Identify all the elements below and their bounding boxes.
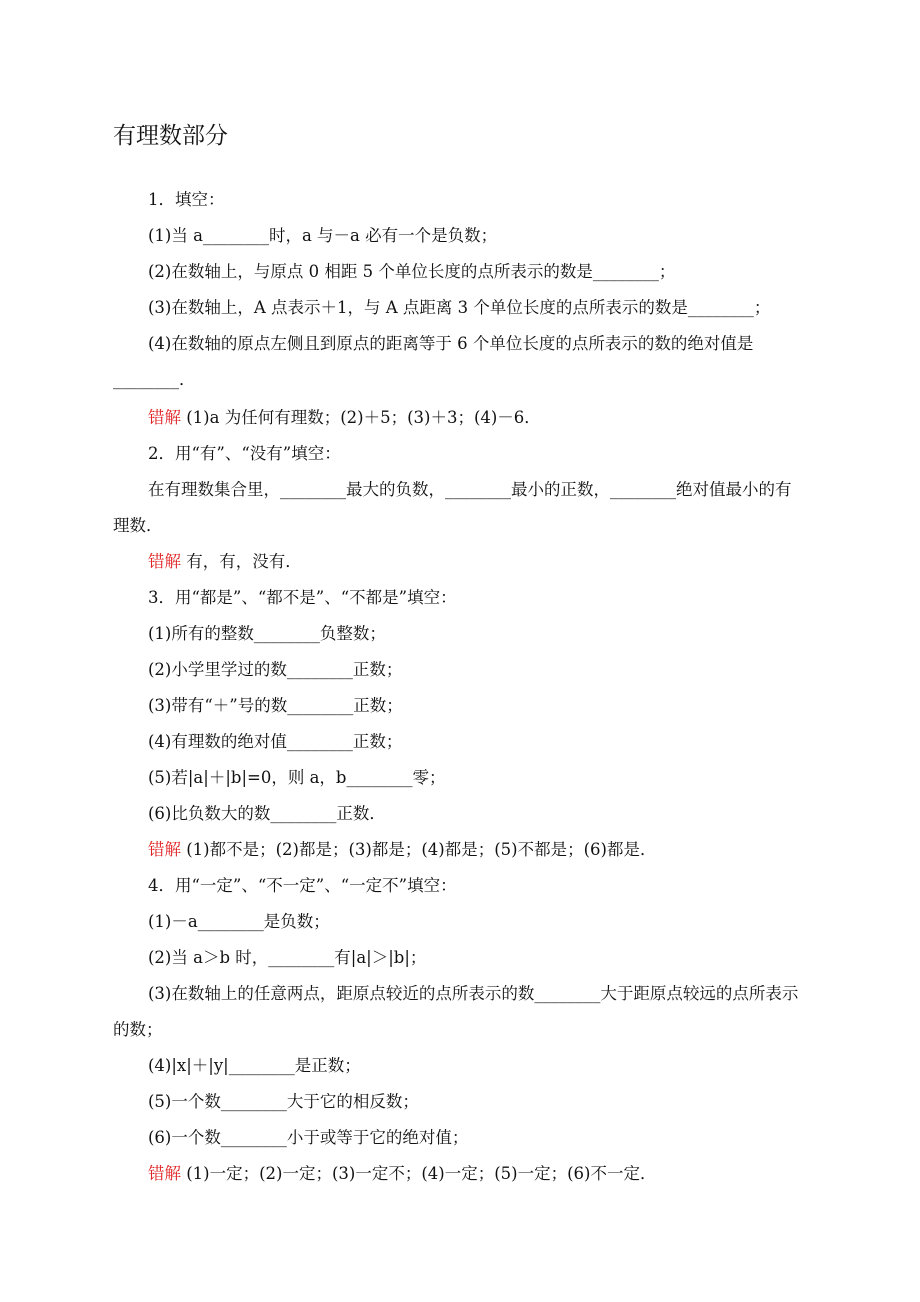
question-1-item-3: (3)在数轴上，A 点表示＋1，与 A 点距离 3 个单位长度的点所表示的数是________； — [148, 298, 771, 317]
question-4-item-3: (3)在数轴上的任意两点，距原点较近的点所表示的数________大于距原点较远的点所表示 — [148, 984, 799, 1003]
wrong-answer-label: 错解 — [148, 408, 181, 427]
wrong-answer-label: 错解 — [148, 1164, 181, 1183]
question-4-item-4: (4)|x|＋|y|________是正数； — [148, 1056, 361, 1075]
question-4-heading: 4．用“一定”、“不一定”、“一定不”填空： — [148, 876, 457, 895]
question-1-item-1: (1)当 a________时，a 与－a 必有一个是负数； — [148, 226, 498, 245]
answer-text: (1)都不是；(2)都是；(3)都是；(4)都是；(5)不都是；(6)都是． — [181, 840, 657, 859]
question-4-answer — [148, 1162, 656, 1186]
question-3-heading: 3．用“都是”、“都不是”、“不都是”填空： — [148, 588, 457, 607]
question-1-item-2: (2)在数轴上，与原点 0 相距 5 个单位长度的点所表示的数是________； — [148, 262, 676, 281]
question-1-item-4-continued: ________． — [113, 370, 196, 389]
question-4-item-2: (2)当 a＞b 时，________有|a|＞|b|； — [148, 948, 427, 967]
question-3-item-6: (6)比负数大的数________正数． — [148, 804, 386, 823]
question-3-item-2: (2)小学里学过的数________正数； — [148, 660, 403, 679]
question-4-item-5: (5)一个数________大于它的相反数； — [148, 1092, 419, 1111]
question-3-answer — [148, 838, 656, 862]
question-1-heading: 1．填空： — [148, 190, 225, 209]
answer-text: (1)a 为任何有理数；(2)＋5；(3)＋3；(4)－6． — [181, 408, 541, 427]
question-1-answer — [148, 406, 541, 430]
question-2-answer — [148, 550, 302, 574]
page-title: 有理数部分 — [113, 123, 228, 149]
question-2-item-1-continued: 理数． — [113, 516, 163, 535]
answer-text: 有，有，没有． — [181, 552, 302, 571]
question-3-item-4: (4)有理数的绝对值________正数； — [148, 732, 403, 751]
wrong-answer-label: 错解 — [148, 552, 181, 571]
wrong-answer-label: 错解 — [148, 840, 181, 859]
question-3-item-3: (3)带有“＋”号的数________正数； — [148, 696, 403, 715]
question-4-item-3-continued: 的数； — [113, 1020, 163, 1039]
question-3-item-5: (5)若|a|＋|b|=0，则 a，b________零； — [148, 768, 446, 787]
question-2-heading: 2．用“有”、“没有”填空： — [148, 444, 341, 463]
question-2-item-1: 在有理数集合里，________最大的负数，________最小的正数，________绝对值最小的有 — [148, 480, 792, 499]
question-4-item-6: (6)一个数________小于或等于它的绝对值； — [148, 1128, 469, 1147]
answer-text: (1)一定；(2)一定；(3)一定不；(4)一定；(5)一定；(6)不一定． — [181, 1164, 657, 1183]
question-1-item-4: (4)在数轴的原点左侧且到原点的距离等于 6 个单位长度的点所表示的数的绝对值是 — [148, 334, 754, 353]
question-3-item-1: (1)所有的整数________负整数； — [148, 624, 386, 643]
question-4-item-1: (1)－a________是负数； — [148, 912, 330, 931]
